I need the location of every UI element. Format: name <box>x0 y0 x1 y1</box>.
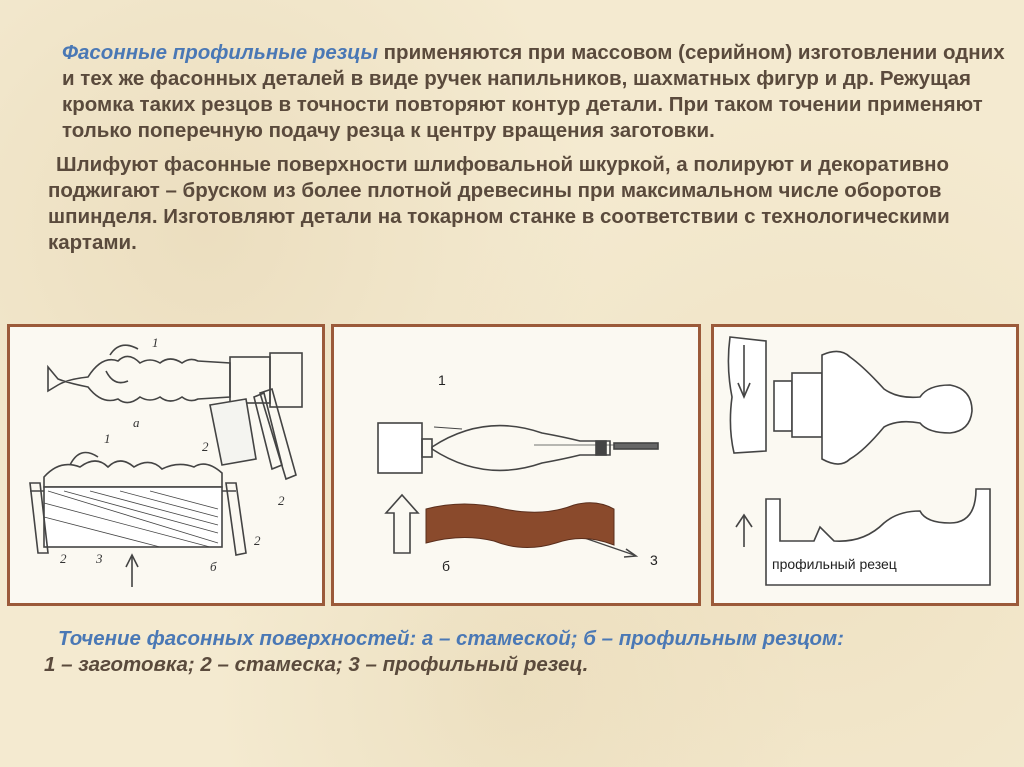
figure-panel-b <box>331 324 701 606</box>
label-2-top: 2 <box>202 439 209 454</box>
paragraph-2: Шлифуют фасонные поверхности шлифовальной шкуркой, а полируют и декоративно поджигают – бруском из более плотной древесины при максимальном числе оборотов шпинделя. Изготовляют детали на токарном станке в соответствии с технологическими картами. <box>48 153 950 254</box>
label-2-left: 2 <box>60 551 67 566</box>
label-3: 3 <box>96 551 103 566</box>
profile-result-drawing <box>714 327 1016 603</box>
profile-cutter-drawing <box>334 327 698 603</box>
paragraph-1-text: применяются при массовом (серийном) изготовлении одних и тех же фасонных деталей в виде ручек напильников, шахматных фигур и др. Режущая кромка таких резцов в точности повторяют контур детали. При таком точении применяют только поперечную подачу резца к центру вращения заготовки. <box>62 41 1005 142</box>
label-b: б <box>210 559 217 574</box>
label-1: 1 <box>438 372 446 388</box>
caption-line-1: Точение фасонных поверхностей: а – стамеской; б – профильным резцом: <box>58 627 845 650</box>
label-1-bottom: 1 <box>104 431 111 446</box>
label-2-right: 2 <box>278 493 285 508</box>
caption-line-2: 1 – заготовка; 2 – стамеска; 3 – профильный резец. <box>44 653 589 676</box>
label-2-bottom: 2 <box>254 533 261 548</box>
label-b: б <box>442 558 451 574</box>
paragraph-1 <box>62 40 1012 144</box>
body-text <box>48 40 1012 264</box>
label-1-top: 1 <box>152 335 159 350</box>
figure-panel-a <box>7 324 325 606</box>
figure-caption <box>44 626 994 678</box>
chisel-turning-drawing <box>10 327 322 603</box>
label-3: 3 <box>650 552 658 568</box>
figure-panel-c <box>711 324 1019 606</box>
label-a: а <box>133 415 140 430</box>
profile-cutter-caption: профильный резец <box>772 556 897 572</box>
term-highlight: Фасонные профильные резцы <box>62 41 378 64</box>
